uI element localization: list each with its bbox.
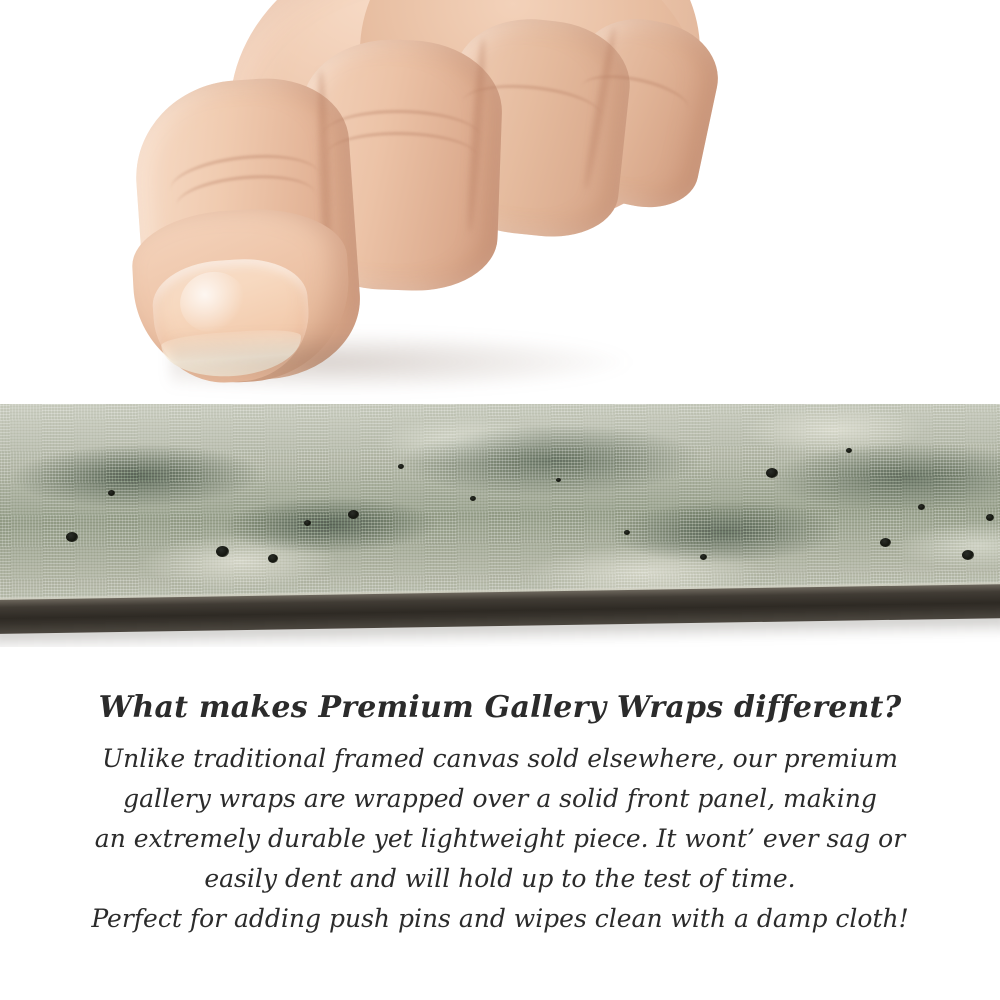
caption-line: Perfect for adding push pins and wipes clean with a damp cloth! (91, 904, 909, 933)
canvas-speckle (846, 448, 852, 453)
hand-contact-shadow (170, 332, 630, 392)
canvas-speckle (348, 510, 359, 519)
caption-line: an extremely durable yet lightweight piece. It wont’ ever sag or (94, 824, 906, 853)
caption-heading: What makes Premium Gallery Wraps different? (98, 690, 902, 725)
gallery-wrap-canvas-edge (0, 404, 1000, 647)
canvas-speckle (398, 464, 404, 469)
canvas-speckle (268, 554, 278, 563)
canvas-speckle (66, 532, 78, 542)
caption-body (0, 739, 1000, 939)
canvas-speckle (766, 468, 778, 478)
canvas-speckle (216, 546, 229, 557)
caption-line: gallery wraps are wrapped over a solid front panel, making (123, 784, 877, 813)
canvas-speckle (556, 478, 561, 482)
canvas-speckle (470, 496, 476, 501)
caption-line: easily dent and will hold up to the test of time. (204, 864, 796, 893)
canvas-speckle (962, 550, 974, 560)
canvas-speckle (700, 554, 707, 560)
human-hand (110, 0, 690, 420)
canvas-speckle (304, 520, 311, 526)
canvas-speckle (880, 538, 891, 547)
hand-region (0, 0, 1000, 420)
caption-block (0, 690, 1000, 939)
canvas-speckle (986, 514, 994, 521)
canvas-speckle (624, 530, 630, 535)
canvas-speckle (108, 490, 115, 496)
caption-line: Unlike traditional framed canvas sold elsewhere, our premium (102, 744, 898, 773)
canvas-speckle (918, 504, 925, 510)
